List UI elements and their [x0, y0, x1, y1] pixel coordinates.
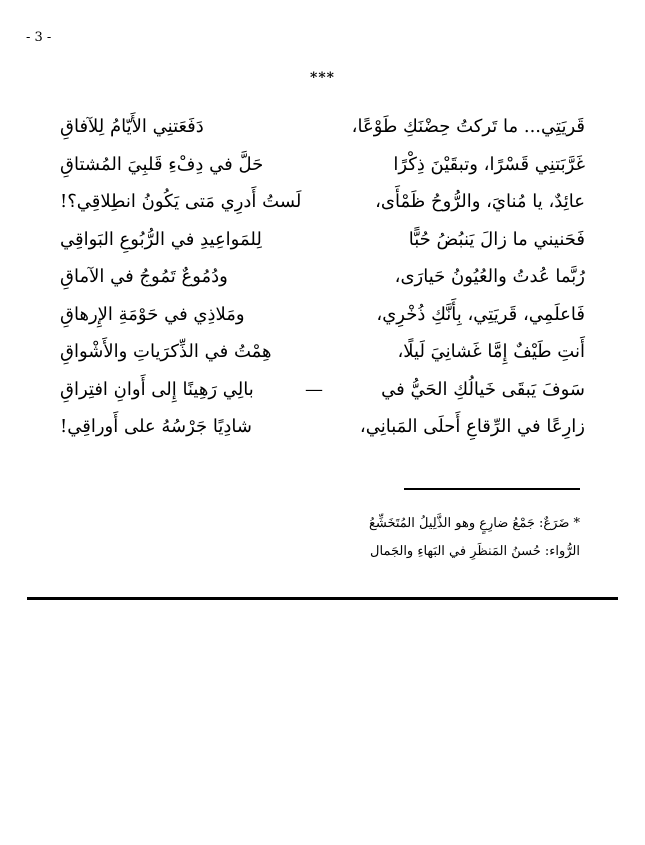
verse-7-second-hemistich: هِمْتُ في الذِّكرَياتِ والأَشْواقِ: [60, 341, 272, 362]
verse-6-first-hemistich: فَاعلَمِي، قَريَتِي، بِأَنَّكِ ذُخْرِي،: [376, 303, 585, 325]
verse-5-second-hemistich: ودُمُوعٌ تَمُوجُ في الآماقِ: [60, 266, 228, 287]
verse-2-second-hemistich: حَلَّ في دِفْءِ قَلبِيَ المُشتاقِ: [60, 153, 264, 175]
verse-1-first-hemistich: قَريَتِي... ما تَركتُ حِضْنَكِ طَوْعًا،: [351, 116, 585, 137]
verse-7-first-hemistich: أَنتِ طَيْفٌ إِمَّا غَشانِيَ لَيلًا،: [397, 341, 585, 362]
verse-6-second-hemistich: ومَلاذِي في حَوْمَةِ الإِرهاقِ: [60, 303, 245, 325]
verse-9-first-hemistich: زارِعًا في الرِّقاعِ أَحلَى المَبانِي،: [359, 416, 585, 437]
verse-9: [60, 408, 585, 446]
page-bottom-rule: [27, 597, 618, 600]
verse-4-first-hemistich: فَحَنيني ما زالَ يَنبُضُ حُبًّا: [408, 228, 585, 250]
footnote-divider: [404, 488, 580, 490]
verse-2-first-hemistich: غَرَّبَتنِي قَسْرًا، وتبقَيْنَ ذِكْرًا: [393, 153, 585, 175]
verse-5: [60, 258, 585, 296]
footnotes: [369, 510, 580, 566]
verse-3-second-hemistich: لَستُ أَدرِي مَتى يَكُونُ انطِلاقِي؟!: [60, 191, 302, 212]
poem: [60, 108, 585, 446]
verse-8: [60, 371, 585, 409]
verse-8-second-hemistich: بالِي رَهِينًا إِلى أَوانِ افتِراقِ: [60, 378, 254, 400]
verse-4: [60, 221, 585, 259]
verse-2: [60, 146, 585, 184]
footnote-2: الرُّواء: حُسنُ المَنظَرِ في البَهاءِ والجَمال: [370, 544, 580, 559]
verse-5-first-hemistich: رُبَّما عُدتُ والعُيُونُ حَيارَى،: [394, 266, 585, 287]
section-separator: ***: [310, 70, 335, 86]
verse-3-first-hemistich: عائِدٌ، يا مُنايَ، والرُّوحُ ظَمْأَى،: [375, 191, 585, 212]
verse-1-second-hemistich: دَفَعَتنِي الأَيّامُ لِلآفاقِ: [60, 116, 204, 137]
verse-1: [60, 108, 585, 146]
footnote-1: * ضَرَعٌ: جَمْعُ ضارِعٍ وهو الذَّلِيلُ المُتَخَشِّعُ: [368, 516, 580, 531]
verse-6: [60, 296, 585, 334]
verse-3: [60, 183, 585, 221]
verse-9-second-hemistich: شادِيًا جَرْسُهُ على أَوراقِي!: [60, 416, 252, 437]
enjambment-dash: —: [305, 378, 323, 400]
verse-7: [60, 333, 585, 371]
page-number: - 3 -: [26, 30, 52, 45]
verse-4-second-hemistich: لِلمَواعِيدِ في الرُّبُوعِ البَواقِي: [60, 228, 262, 250]
verse-8-first-hemistich: سَوفَ يَبقَى خَيالُكِ الحَيُّ في: [381, 378, 585, 400]
